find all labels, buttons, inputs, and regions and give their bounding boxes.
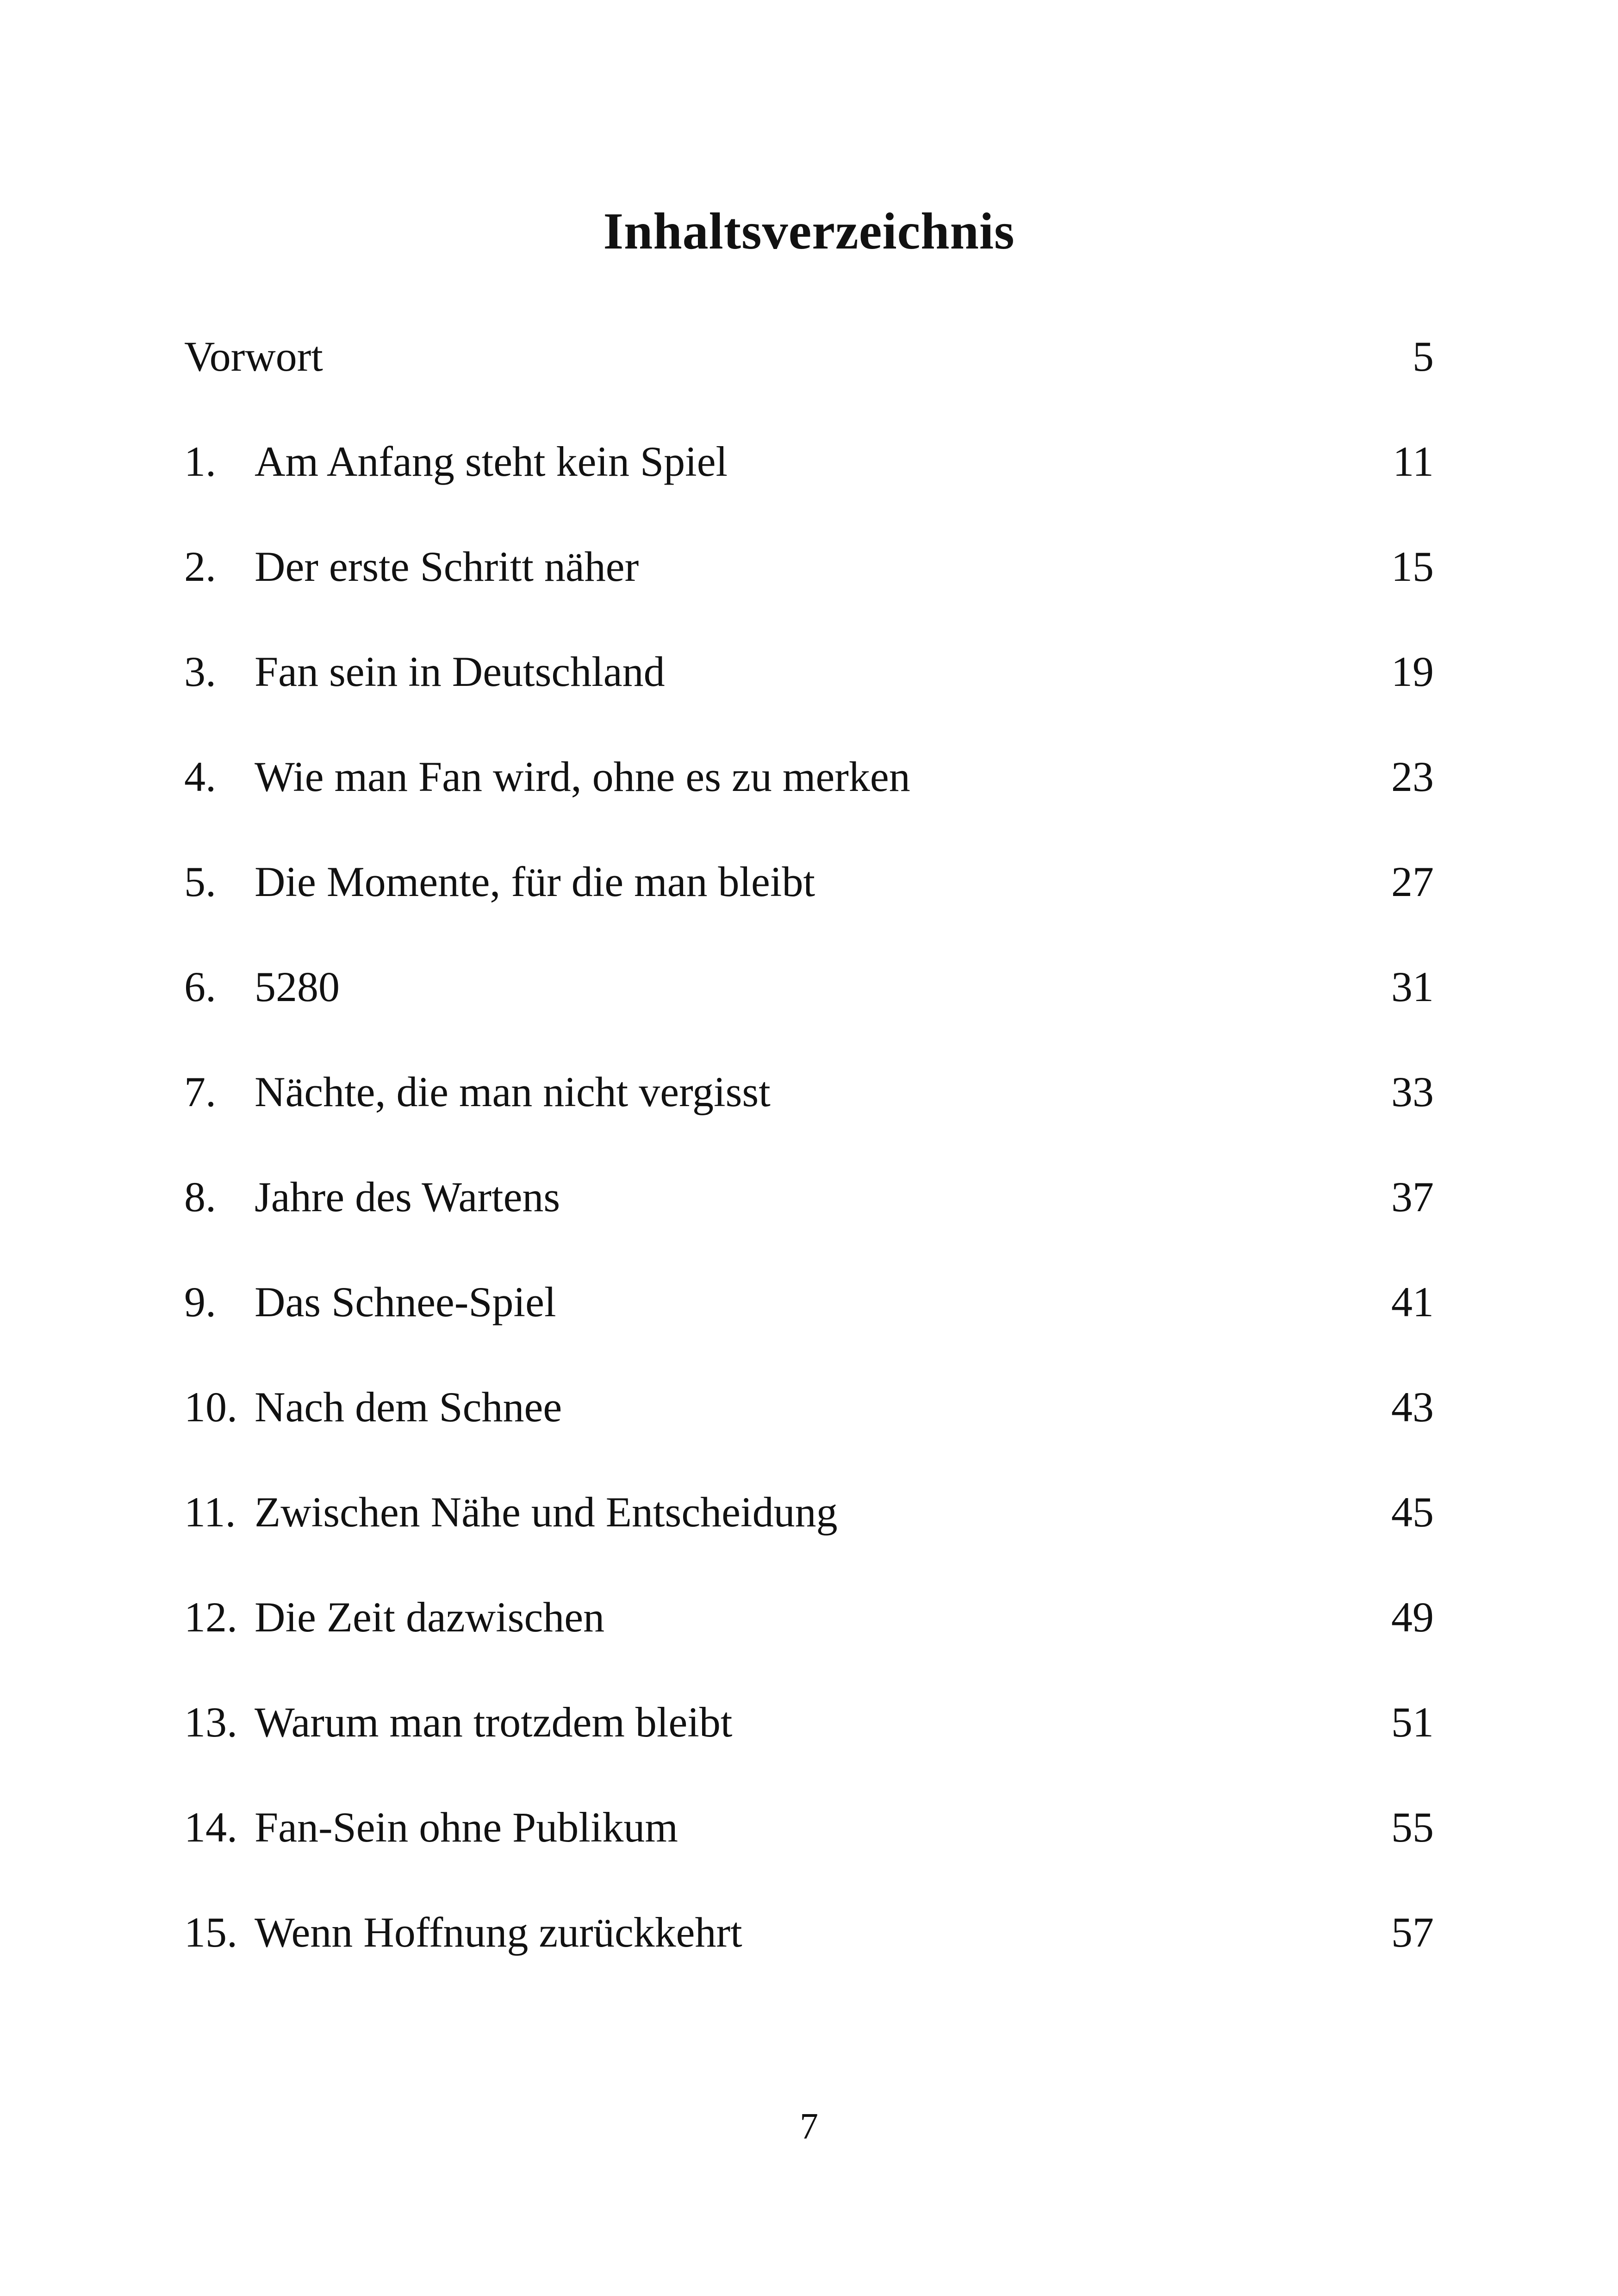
- toc-entry-number: 8.: [184, 1173, 216, 1220]
- toc-entry-title: Das Schnee-Spiel: [255, 1278, 556, 1325]
- toc-entry-number: 14.: [184, 1804, 237, 1851]
- toc-entry-number: 15.: [184, 1909, 237, 1956]
- toc-entry-page: 33: [1391, 1068, 1434, 1115]
- toc-entry-4: [184, 744, 1434, 849]
- toc-entry-6: [184, 954, 1434, 1059]
- toc-entry-number: 7.: [184, 1068, 216, 1115]
- toc-entry-page: 55: [1391, 1804, 1434, 1851]
- toc-entry-11: [184, 1480, 1434, 1585]
- toc-entry-title: Nach dem Schnee: [255, 1383, 562, 1431]
- toc-entry-number: 13.: [184, 1699, 237, 1746]
- toc-entry-title: Der erste Schritt näher: [255, 543, 639, 590]
- toc-entry-title: Die Zeit dazwischen: [255, 1593, 605, 1641]
- toc-entry-5: [184, 849, 1434, 954]
- toc-entry-page: 5: [1413, 333, 1434, 380]
- toc-entry-page: 41: [1391, 1278, 1434, 1325]
- toc-entry-title: Am Anfang steht kein Spiel: [255, 438, 728, 485]
- toc-entry-page: 45: [1391, 1488, 1434, 1536]
- page-title: Inhaltsverzeichnis: [603, 203, 1015, 260]
- toc-entry-number: 9.: [184, 1278, 216, 1325]
- page-number: 7: [800, 2106, 818, 2147]
- toc-entry-number: 12.: [184, 1593, 237, 1641]
- toc-entry-12: [184, 1585, 1434, 1690]
- toc-entry-number: 10.: [184, 1383, 237, 1431]
- toc-entry-title: Warum man trotzdem bleibt: [255, 1699, 733, 1746]
- toc-entry-title: 5280: [255, 963, 340, 1010]
- toc-entry-page: 43: [1391, 1383, 1434, 1431]
- toc-entry-7: [184, 1059, 1434, 1164]
- toc-entry-1: [184, 429, 1434, 534]
- toc-entry-page: 27: [1391, 858, 1434, 905]
- toc-entry-title: Wenn Hoffnung zurückkehrt: [255, 1909, 742, 1956]
- toc-entry-page: 23: [1391, 753, 1434, 800]
- toc-entry-title: Vorwort: [184, 333, 323, 380]
- toc-entry-title: Nächte, die man nicht vergisst: [255, 1068, 771, 1115]
- toc-entry-13: [184, 1690, 1434, 1795]
- toc-entry-number: 5.: [184, 858, 216, 905]
- toc-entry-title: Wie man Fan wird, ohne es zu merken: [255, 753, 910, 800]
- toc-entry-2: [184, 534, 1434, 639]
- toc-entry-number: 1.: [184, 438, 216, 485]
- toc-entry-title: Fan sein in Deutschland: [255, 648, 665, 695]
- toc-entry-number: 11.: [184, 1488, 236, 1536]
- toc-entry-14: [184, 1795, 1434, 1900]
- toc-entry-number: 4.: [184, 753, 216, 800]
- toc-entry-page: 51: [1391, 1699, 1434, 1746]
- toc-entry-title: Die Momente, für die man bleibt: [255, 858, 815, 905]
- toc-entry-page: 15: [1391, 543, 1434, 590]
- toc-entry-title: Fan-Sein ohne Publikum: [255, 1804, 678, 1851]
- toc-entry-number: 2.: [184, 543, 216, 590]
- toc-entry-page: 31: [1391, 963, 1434, 1010]
- toc-entry-page: 57: [1391, 1909, 1434, 1956]
- toc-entry-title: Jahre des Wartens: [255, 1173, 560, 1220]
- toc-entry-page: 37: [1391, 1173, 1434, 1220]
- toc-entry-page: 49: [1391, 1593, 1434, 1641]
- toc-entry-9: [184, 1269, 1434, 1375]
- toc-entry-preface: [184, 324, 1434, 429]
- toc-entry-page: 11: [1393, 438, 1434, 485]
- toc-entry-number: 3.: [184, 648, 216, 695]
- table-of-contents: [184, 324, 1434, 2005]
- toc-entry-page: 19: [1391, 648, 1434, 695]
- toc-entry-3: [184, 639, 1434, 744]
- toc-entry-15: [184, 1900, 1434, 2005]
- toc-entry-8: [184, 1164, 1434, 1269]
- toc-entry-number: 6.: [184, 963, 216, 1010]
- toc-entry-title: Zwischen Nähe und Entscheidung: [255, 1488, 838, 1536]
- toc-entry-10: [184, 1375, 1434, 1480]
